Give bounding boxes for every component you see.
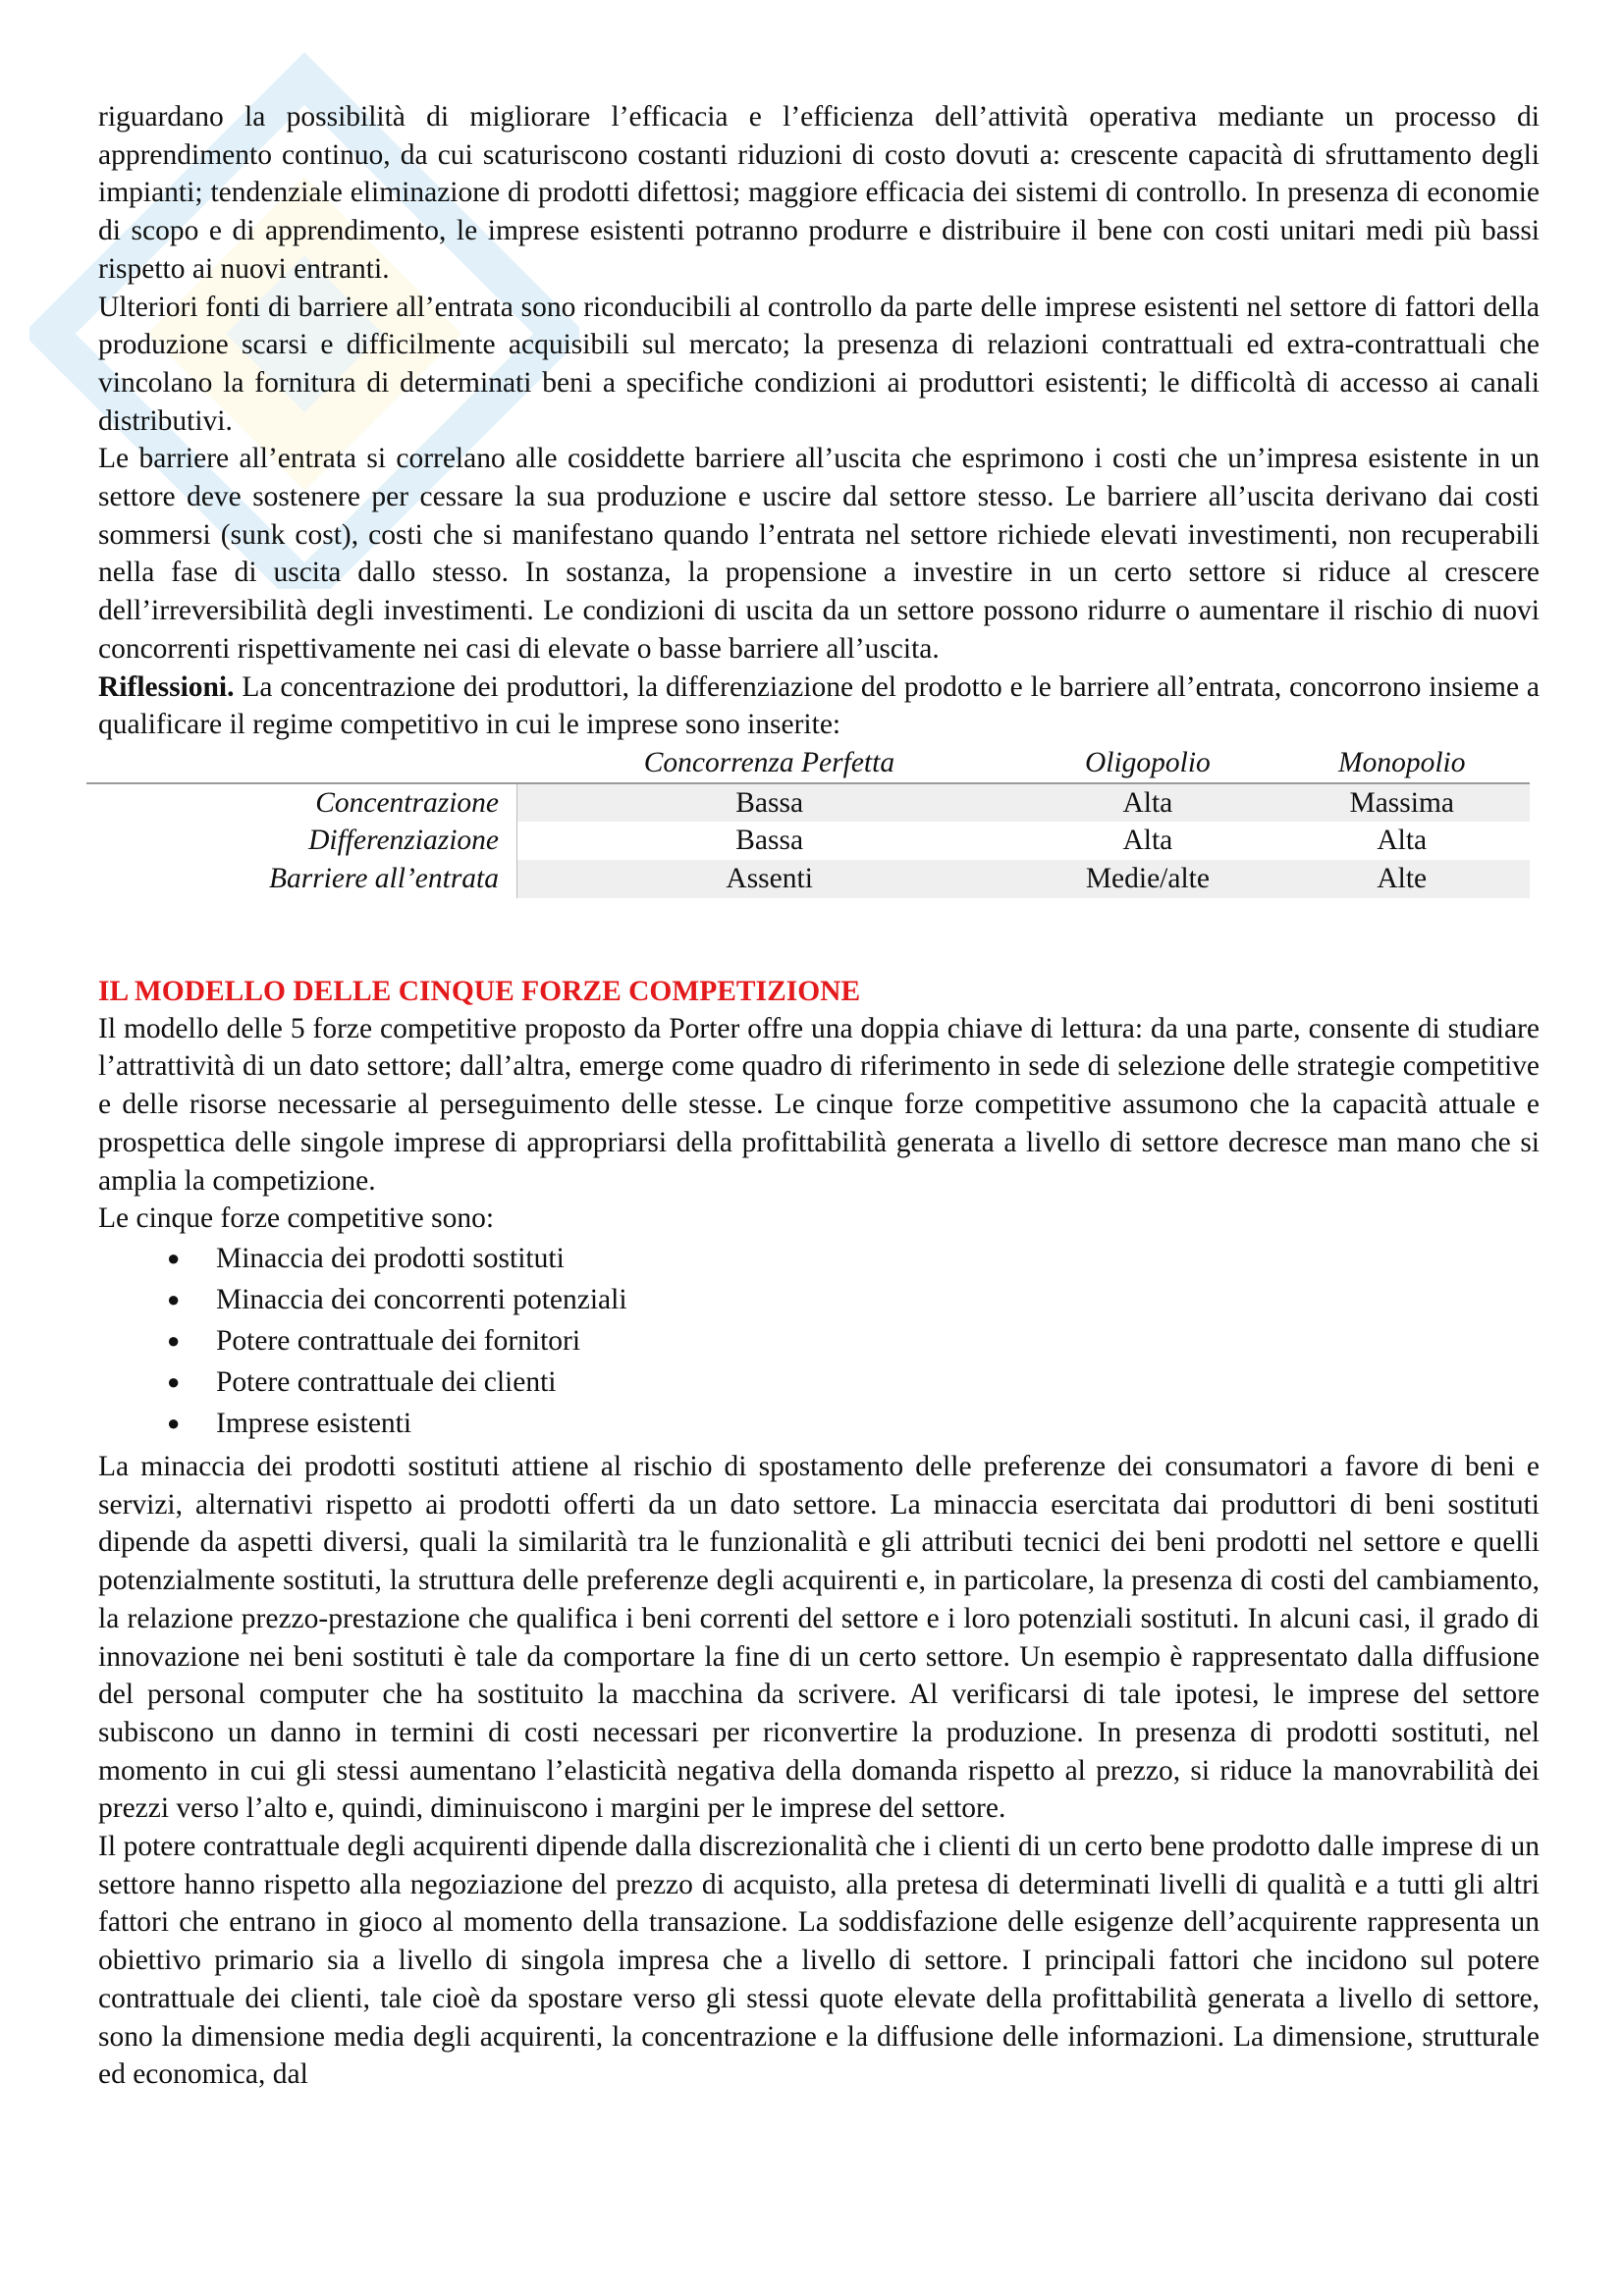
table-cell: Alta <box>1021 783 1273 823</box>
header-monopolio: Monopolio <box>1274 744 1531 783</box>
riflessioni-text: La concentrazione dei produttori, la differenziazione del prodotto e le barriere all’entrata, concorrono insieme a qualificare il regime competitivo in cui le imprese sono inserite: <box>98 670 1540 741</box>
bullet-icon: ● <box>167 1286 181 1311</box>
competitive-regimes-table <box>86 744 1530 898</box>
table-cell: Bassa <box>735 825 804 857</box>
bullet-icon: ● <box>167 1327 181 1353</box>
paragraph-riflessioni <box>98 668 1540 744</box>
list-item-text: Potere contrattuale dei fornitori <box>216 1324 581 1357</box>
paragraph-prodotti-sostituti: La minaccia dei prodotti sostituti attiene al rischio di spostamento delle preferenze dei consumatori a favore di beni e servizi, alternativi rispetto ai prodotti offerti da un dato settore. La minaccia esercitata dai produttori di beni sostituti dipende da aspetti diversi, quali la similarità tra le funzionalità e gli attributi tecnici dei beni prodotti nel settore e quelli potenzialmente sostituti, la struttura delle preferenze degli acquirenti e, in particolare, la presenza di costi del cambiamento, la relazione prezzo-prestazione che qualifica i beni correnti del settore e i loro potenziali sostituti. In alcuni casi, il grado di innovazione nei beni sostituti è tale da comportare la fine di un certo settore. Un esempio è rappresentato dalla diffusione del personal computer che ha sostituito la macchina da scrivere. Al verificarsi di tale ipotesi, le imprese del settore subiscono un danno in termini di costi necessari per riconvertire la produzione. In presenza di prodotti sostituti, nel momento in cui gli stessi aumentano l’elasticità negativa della domanda rispetto al prezzo, si riduce la manovrabilità dei prezzi verso l’alto e, quindi, diminuiscono i margini per le imprese del settore. <box>98 1450 1540 1825</box>
table-cell: Alta <box>1377 825 1428 857</box>
list-item-text: Imprese esistenti <box>216 1407 412 1439</box>
list-item <box>167 1362 1540 1403</box>
table-cell: Alte <box>1274 860 1531 898</box>
list-item <box>167 1238 1540 1279</box>
document-page <box>98 98 1540 2094</box>
riflessioni-label: Riflessioni. <box>98 670 235 703</box>
paragraph-potere-acquirenti: Il potere contrattuale degli acquirenti dipende dalla discrezionalità che i clienti di un certo bene prodotto dalle imprese di un settore hanno rispetto alla negoziazione del prezzo di acquisto, alla pretesa di determinati livelli di qualità e a tutti gli altri fattori che entrano in gioco al momento della transazione. La soddisfazione delle esigenze dell’acquirente rappresenta un obiettivo primario sia a livello di singola impresa che a livello di settore. I principali fattori che incidono sul potere contrattuale dei clienti, tale cioè da spostare verso gli stessi quote elevate della profittabilità generata a livello di settore, sono la dimensione media degli acquirenti, la concentrazione e la diffusione delle informazioni. La dimensione, strutturale ed economica, dal <box>98 1831 1540 2091</box>
bullet-icon: ● <box>167 1245 181 1270</box>
table-cell: Medie/alte <box>1021 860 1273 898</box>
list-intro: Le cinque forze competitive sono: <box>98 1202 495 1235</box>
table-row <box>86 860 1530 898</box>
row-label-barriere-entrata: Barriere all’entrata <box>86 860 517 898</box>
table-header-row <box>86 744 1530 783</box>
table-corner <box>86 744 517 783</box>
bullet-icon: ● <box>167 1368 181 1394</box>
list-item-text: Minaccia dei concorrenti potenziali <box>216 1283 627 1315</box>
table-cell: Assenti <box>517 860 1022 898</box>
table-cell: Massima <box>1274 783 1531 823</box>
row-label-differenziazione: Differenziazione <box>86 822 517 860</box>
paragraph-economie-apprendimento: riguardano la possibilità di migliorare l’efficacia e l’efficienza dell’attività operativa mediante un processo di apprendimento continuo, da cui scaturiscono costanti riduzioni di costo dovuti a: crescente capacità di sfruttamento degli impianti; tendenziale eliminazione di prodotti difettosi; maggiore efficacia dei sistemi di controllo. In presenza di economie di scopo e di apprendimento, le imprese esistenti potranno produrre e distribuire il bene con costi unitari medi più bassi rispetto ai nuovi entranti. <box>98 101 1540 285</box>
list-item-text: Minaccia dei prodotti sostituti <box>216 1242 565 1274</box>
header-concorrenza-perfetta: Concorrenza Perfetta <box>517 744 1022 783</box>
bullet-icon: ● <box>167 1410 181 1435</box>
header-oligopolio: Oligopolio <box>1021 744 1273 783</box>
paragraph-barriere-uscita: Le barriere all’entrata si correlano alle cosiddette barriere all’uscita che esprimono i costi che un’impresa esistente in un settore deve sostenere per cessare la sua produzione e uscire dal settore stesso. Le barriere all’uscita derivano dai costi sommersi (sunk cost), costi che si manifestano quando l’entrata nel settore richiede elevati investimenti, non recuperabili nella fase di uscita dallo stesso. In sostanza, la propensione a investire in un certo settore si riduce al crescere dell’irreversibilità degli investimenti. Le condizioni di uscita da un settore possono ridurre o aumentare il rischio di nuovi concorrenti rispettivamente nei casi di elevate o basse barriere all’uscita. <box>98 443 1540 665</box>
list-item-text: Potere contrattuale dei clienti <box>216 1365 557 1398</box>
list-item <box>167 1279 1540 1320</box>
table-row <box>86 783 1530 823</box>
table-row <box>86 822 1530 860</box>
section-title: IL MODELLO DELLE CINQUE FORZE COMPETIZIONE <box>98 975 861 1007</box>
list-item <box>167 1320 1540 1362</box>
paragraph-section-intro: Il modello delle 5 forze competitive proposto da Porter offre una doppia chiave di lettura: da una parte, consente di studiare l’attrattività di un dato settore; dall’altra, emerge come quadro di riferimento in sede di selezione delle strategie competitive e delle risorse necessarie al perseguimento delle stesse. Le cinque forze competitive assumono che la capacità attuale e prospettica delle singole imprese di appropriarsi della profittabilità generata a livello di settore decresce man mano che si amplia la competizione. <box>98 1012 1540 1197</box>
table-cell: Alta <box>1122 825 1173 857</box>
row-label-concentrazione: Concentrazione <box>86 783 517 823</box>
table-cell: Bassa <box>517 783 1022 823</box>
list-item <box>167 1403 1540 1444</box>
paragraph-ulteriori-fonti: Ulteriori fonti di barriere all’entrata sono riconducibili al controllo da parte delle imprese esistenti nel settore di fattori della produzione scarsi e difficilmente acquisibili sul mercato; la presenza di relazioni contrattuali ed extra-contrattuali che vincolano la fornitura di determinati beni a specifiche condizioni ai produttori esistenti; le difficoltà di accesso ai canali distributivi. <box>98 291 1540 437</box>
five-forces-list <box>98 1238 1540 1444</box>
